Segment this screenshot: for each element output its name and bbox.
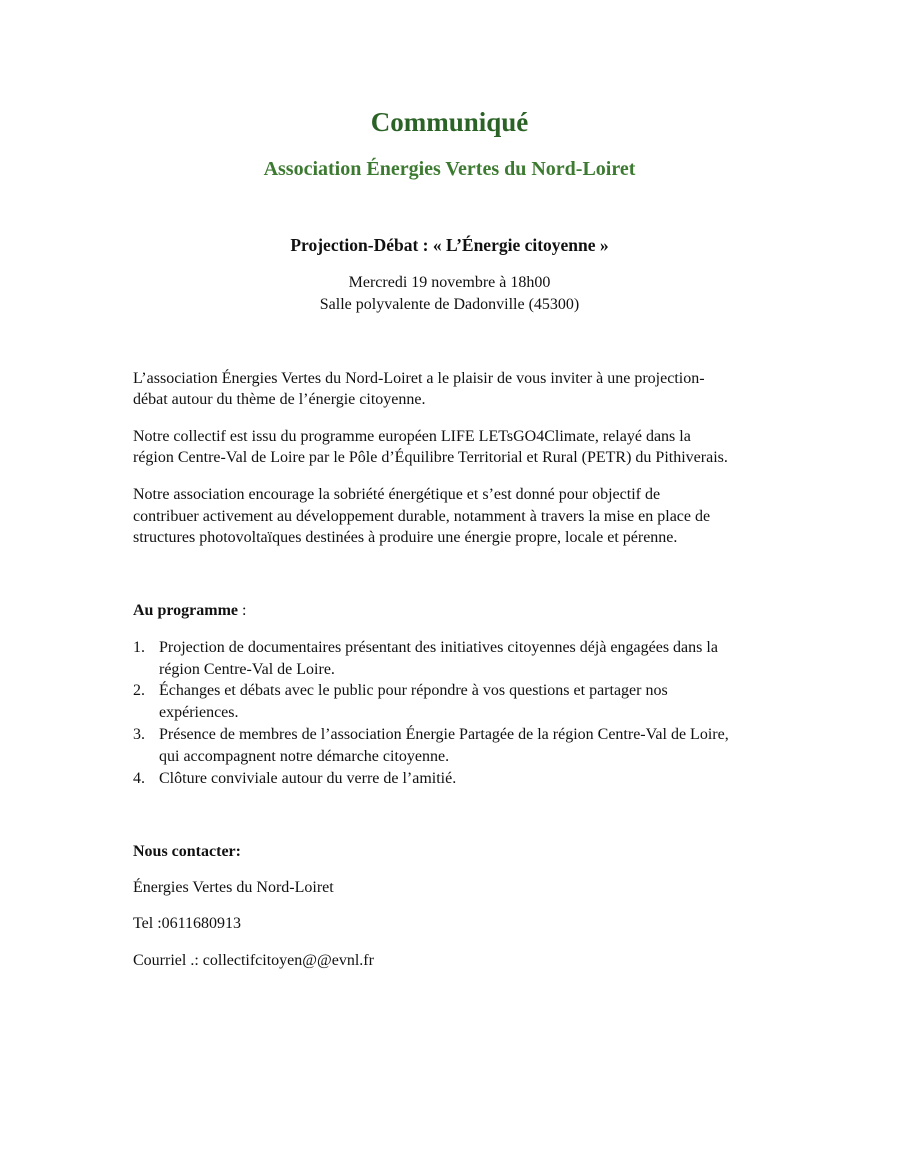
list-number: 3.: [133, 726, 145, 743]
list-item-line: qui accompagnent notre démarche citoyenne.: [159, 748, 450, 765]
list-item-line: région Centre-Val de Loire.: [159, 661, 335, 678]
programme-label: Au programme: [133, 602, 239, 619]
paragraph-line: débat autour du thème de l’énergie citoyenne.: [133, 391, 426, 408]
contact-heading: Nous contacter:: [133, 843, 241, 860]
email-label: Courriel .:: [133, 952, 203, 969]
contact-name: Énergies Vertes du Nord-Loiret: [133, 879, 334, 896]
event-place: Salle polyvalente de Dadonville (45300): [319, 296, 580, 313]
list-item-line: Échanges et débats avec le public pour répondre à vos questions et partager nos: [159, 682, 668, 699]
paragraph-line: contribuer activement au développement durable, notamment à travers la mise en place de: [133, 508, 711, 525]
list-item-line: Présence de membres de l’association Énergie Partagée de la région Centre-Val de Loire,: [159, 726, 729, 743]
event-date: Mercredi 19 novembre à 18h00: [348, 274, 551, 291]
list-number: 2.: [133, 682, 145, 699]
paragraph-line: L’association Énergies Vertes du Nord-Loiret a le plaisir de vous inviter à une projection-: [133, 370, 705, 387]
list-item-line: Projection de documentaires présentant des initiatives citoyennes déjà engagées dans la: [159, 639, 718, 656]
list-item-line: Clôture conviviale autour du verre de l’amitié.: [159, 770, 457, 787]
contact-phone: Tel :0611680913: [133, 915, 242, 932]
paragraph-line: Notre association encourage la sobriété énergétique et s’est donné pour objectif de: [133, 486, 661, 503]
event-heading: Projection-Débat : « L’Énergie citoyenne »: [290, 235, 609, 255]
programme-label-suffix: :: [238, 602, 247, 619]
association-name: Association Énergies Vertes du Nord-Loiret: [263, 158, 636, 180]
document-title: Communiqué: [370, 107, 529, 137]
paragraph-line: structures photovoltaïques destinées à produire une énergie propre, locale et pérenne.: [133, 529, 678, 546]
list-item-line: expériences.: [159, 704, 239, 721]
list-number: 4.: [133, 770, 145, 787]
contact-email-row: [133, 951, 374, 971]
list-number: 1.: [133, 639, 145, 656]
paragraph-line: région Centre-Val de Loire par le Pôle d’Équilibre Territorial et Rural (PETR) du Pithiverais.: [133, 449, 728, 466]
email-address[interactable]: collectifcitoyen@@evnl.fr: [202, 952, 374, 969]
paragraph-line: Notre collectif est issu du programme européen LIFE LETsGO4Climate, relayé dans la: [133, 428, 691, 445]
programme-heading: [133, 601, 246, 621]
